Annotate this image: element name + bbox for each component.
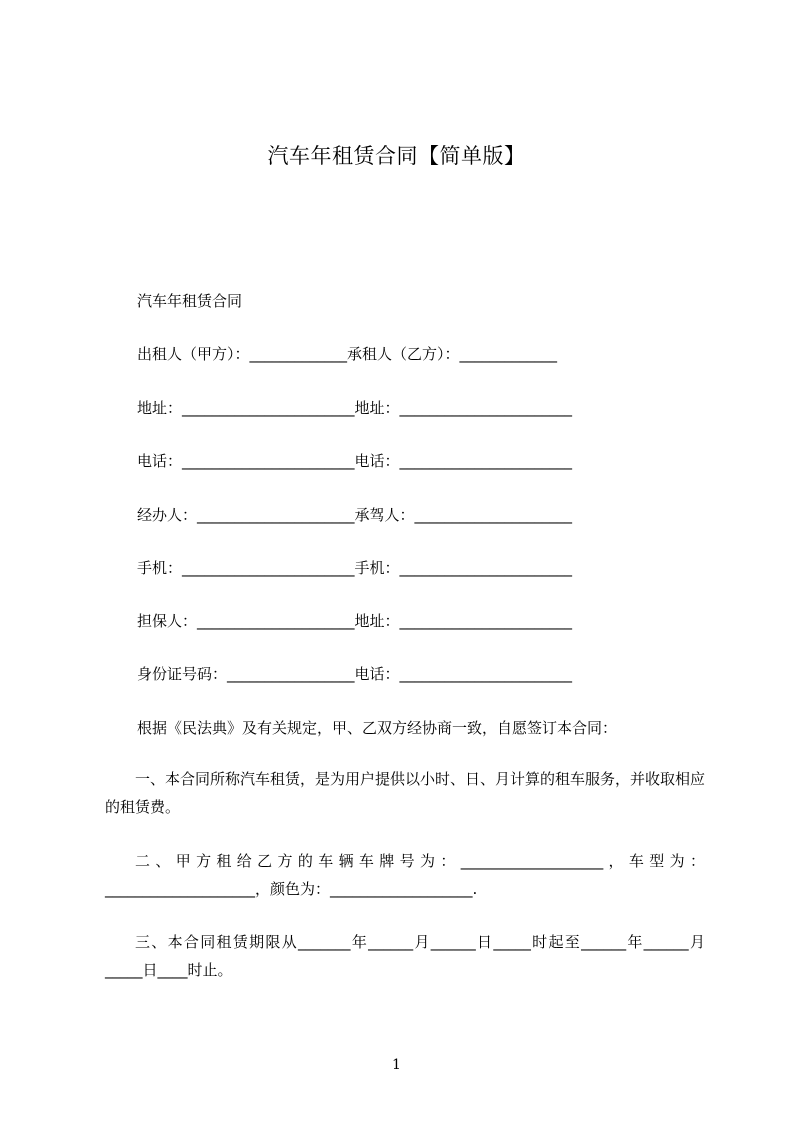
intro-paragraph: 根据《民法典》及有关规定，甲、乙双方经协商一致，自愿签订本合同： — [137, 719, 618, 737]
mobile-field-line: 手机：_______________________手机：_______________________ — [137, 559, 573, 577]
phone-field-line: 电话：_______________________电话：_______________________ — [137, 452, 573, 470]
parties-field-line: 出租人（甲方）：_____________承租人（乙方）：_____________ — [137, 345, 558, 363]
address-field-line: 地址：_______________________地址：_______________________ — [137, 399, 573, 417]
guarantor-field-line: 担保人：_____________________地址：_______________________ — [137, 612, 573, 630]
document-subtitle: 汽车年租赁合同 — [137, 292, 243, 310]
clause-3-paragraph: 三、本合同租赁期限从_______年______月______日_____时起至______年______月_____日____时止。 — [105, 933, 705, 979]
page-number: 1 — [392, 1057, 401, 1073]
id-number-field-line: 身份证号码：_________________电话：_______________________ — [137, 665, 573, 683]
agent-field-line: 经办人：_____________________承驾人：_____________________ — [137, 506, 573, 524]
document-title: 汽车年租赁合同【简单版】 — [267, 144, 526, 168]
clause-2-paragraph: 二、甲方租给乙方的车辆车牌号为：___________________，车型为：____________________，颜色为：___________________. — [105, 852, 705, 898]
clause-1-paragraph: 一、本合同所称汽车租赁，是为用户提供以小时、日、月计算的租车服务，并收取相应的租赁费。 — [105, 770, 706, 816]
